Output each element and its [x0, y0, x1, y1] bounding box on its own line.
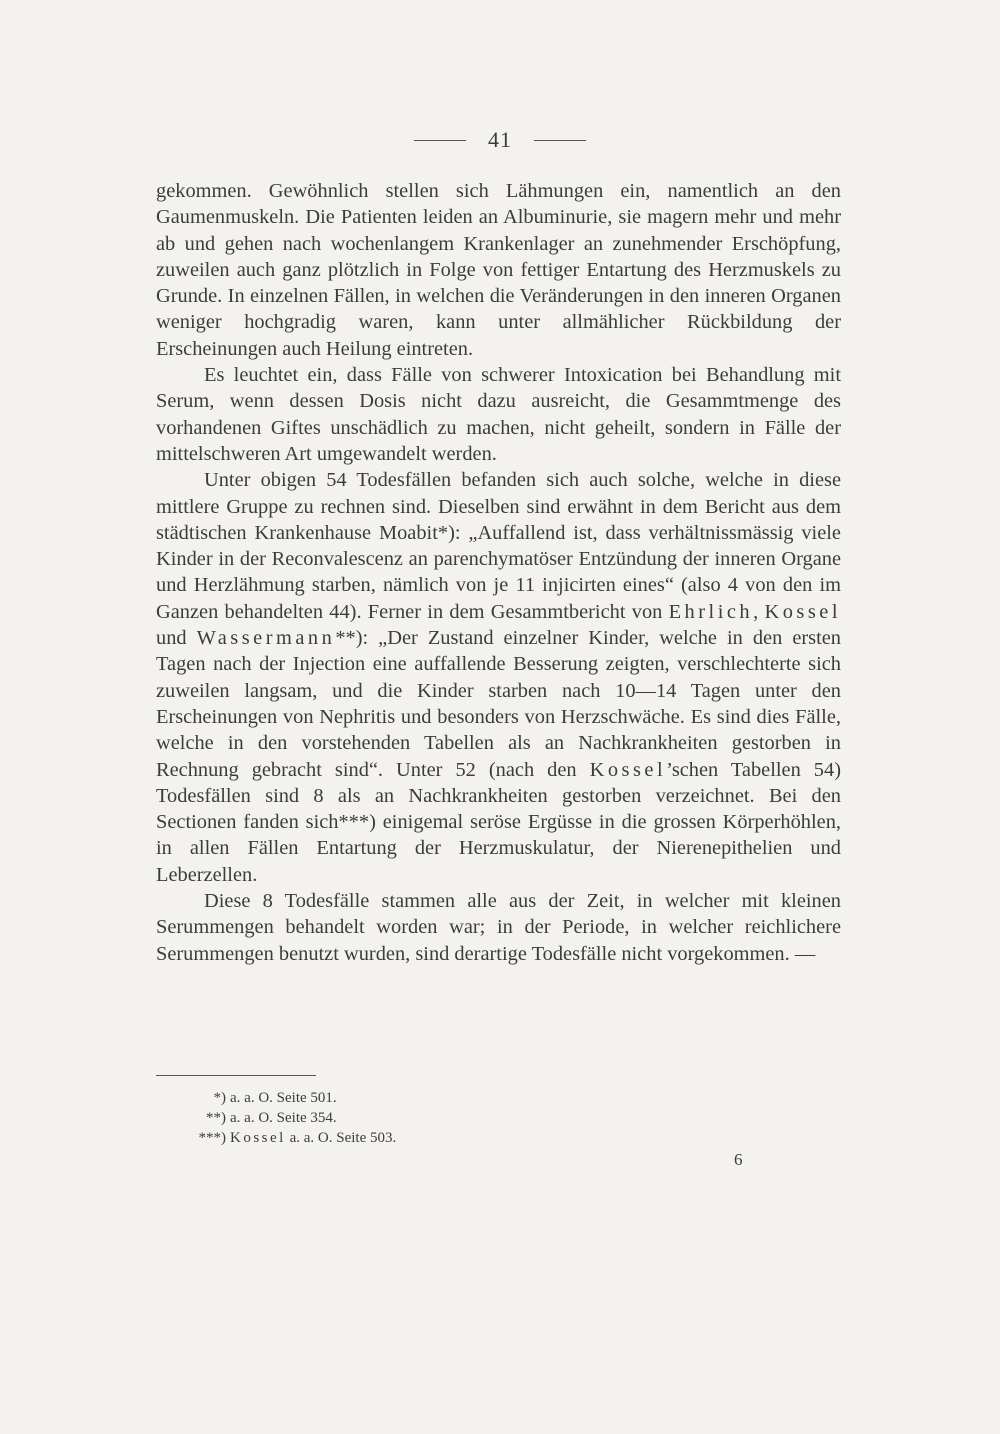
paragraph-1: gekommen. Gewöhnlich stellen sich Lähmungen ein, namentlich an den Gaumenmuskeln. Die Patienten leiden an Albuminurie, sie magern mehr und mehr ab und gehen nach wochenlangem Krankenlager an zunehmender Erschöpfung, zuweilen auch ganz plötzlich in Folge von fettiger Entartung des Herzmuskels zu Grunde. In einzelnen Fällen, in welchen die Veränderungen in den inneren Organen weniger hochgradig waren, kann unter allmählicher Rückbildung der Erscheinungen auch Heilung eintreten. [156, 180, 841, 360]
paragraph-3-text-a: Unter obigen 54 Todesfällen befanden sich auch solche, welche in diese mittlere Gruppe zu rechnen sind. Dieselben sind erwähnt in dem Bericht aus dem städtischen Krankenhause Moabit*): „Auffallend ist, dass verhältnissmässig viele Kinder in der Reconvalescenz an parenchymatöser Entzündung der inneren Organe und Herzlähmung starben, nämlich von je 11 injicirten eines“ (also 4 von den im Ganzen behandelten 44). Ferner in dem Gesammtbericht von [156, 469, 841, 623]
body-text [156, 178, 841, 967]
paragraph-2: Es leuchtet ein, dass Fälle von schwerer Intoxication bei Behandlung mit Serum, wenn dessen Dosis nicht dazu ausreicht, die Gesammtmenge des vorhandenen Giftes unschädlich zu machen, nicht geheilt, sondern in Fälle der mittelschweren Art umgewandelt werden. [156, 364, 841, 465]
footnote-separator [156, 1075, 316, 1076]
footnote-author: Kossel [230, 1130, 286, 1146]
footnote-text: a. a. O. Seite 354. [230, 1110, 337, 1126]
footnote-text: a. a. O. Seite 501. [230, 1090, 337, 1106]
paragraph-3-text-c: und [156, 627, 197, 650]
paragraph-3-text-e: ’schen Tabellen 54) Todesfällen sind 8 als an Nachkrankheiten gestorben verzeichnet. Bei den Sectionen fanden sich***) einigemal seröse Ergüsse in die grossen Körperhöhlen, in allen Fällen Entartung der Herzmuskulatur, der Nierenepithelien und Leberzellen. [156, 758, 841, 886]
footnotes [190, 1088, 396, 1148]
page-number: 41 [488, 127, 512, 152]
footnote-3 [190, 1128, 396, 1148]
paragraph-3-text-b: , [753, 600, 765, 623]
paragraph-3-text-d: **): „Der Zustand einzelner Kinder, welche in den ersten Tagen nach der Injection eine auffallende Besserung zeigten, verschlechterte sich zuweilen langsam, und die Kinder starben nach 10—14 Tagen unter den Erscheinungen von Nephritis und besonders von Herzschwäche. Es sind dies Fälle, welche in den vorstehenden Tabellen als an Nachkrankheiten gestorben in Rechnung gebracht sind“. Unter 52 (nach den [156, 627, 842, 781]
author-name-wassermann: Wassermann [196, 627, 336, 650]
paragraph-4: Diese 8 Todesfälle stammen alle aus der Zeit, in welcher mit kleinen Serummengen behandelt worden war; in der Periode, in welcher reichlichere Serummengen benutzt wurden, sind derartige Todesfälle nicht vorgekommen. — [156, 890, 841, 965]
author-name-kossel-2: Kossel [589, 758, 667, 781]
header-rule-right [534, 140, 586, 141]
footnote-1 [190, 1088, 396, 1108]
footnote-mark: **) [206, 1110, 226, 1126]
footnote-2 [190, 1108, 396, 1128]
page-header [0, 124, 1000, 156]
paragraph-3 [156, 467, 841, 888]
author-name-ehrlich: Ehrlich [668, 600, 754, 623]
header-rule-left [414, 140, 466, 141]
author-name-kossel: Kossel [764, 600, 841, 623]
footnote-mark: *) [213, 1090, 226, 1106]
footnote-text: a. a. O. Seite 503. [285, 1130, 397, 1146]
printer-signature: 6 [734, 1150, 743, 1169]
footnote-mark: ***) [198, 1130, 226, 1146]
